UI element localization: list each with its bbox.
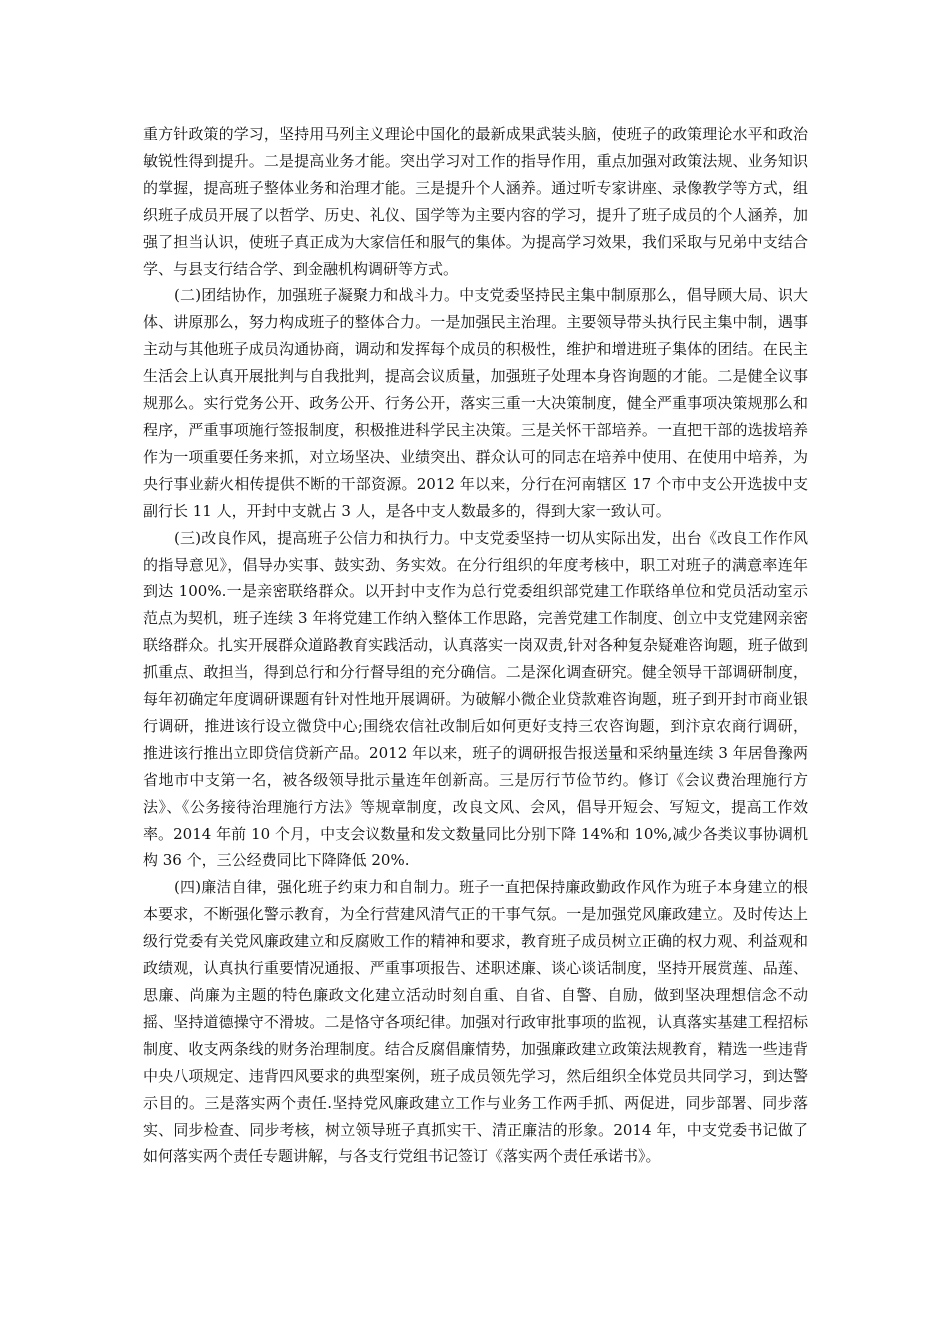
paragraph-3: (三)改良作风，提高班子公信力和执行力。中支党委坚持一切从实际出发，出台《改良工作作风的指导意见》，倡导办实事、鼓实劲、务实效。在分行组织的年度考核中，职工对班子的满意率连年到达 100%.一是亲密联络群众。以开封中支作为总行党委组织部党建工作联络单位和党员活动室示范点为契机，班子连续 3 年将党建工作纳入整体工作思路，完善党建工作制度、创立中支党建网亲密联络群众。扎实开展群众道路教育实践活动，认真落实一岗双责,针对各种复杂疑难咨询题，班子做到抓重点、敢担当，得到总行和分行督导组的充分确信。二是深化调查研究。健全领导干部调研制度，每年初确定年度调研课题有针对性地开展调研。为破解小微企业贷款难咨询题，班子到开封市商业银行调研，推进该行设立微贷中心;围绕农信社改制后如何更好支持三农咨询题，到汴京农商行调研，推进该行推出立即贷信贷新产品。2012 年以来，班子的调研报告报送量和采纳量连续 3 年居鲁豫两省地市中支第一名，被各级领导批示量连年创新高。三是厉行节俭节约。修订《会议费治理施行方法》、《公务接待治理施行方法》等规章制度，改良文风、会风，倡导开短会、写短文，提高工作效率。2014 年前 10 个月，中支会议数量和发文数量同比分别下降 14%和 10%,减少各类议事协调机构 36 个，三公经费同比下降降低 20%. (143, 528, 808, 870)
paragraph-1: 重方针政策的学习，坚持用马列主义理论中国化的最新成果武装头脑，使班子的政策理论水平和政治敏锐性得到提升。二是提高业务才能。突出学习对工作的指导作用，重点加强对政策法规、业务知识的掌握，提高班子整体业务和治理才能。三是提升个人涵养。通过听专家讲座、录像教学等方式，组织班子成员开展了以哲学、历史、礼仪、国学等为主要内容的学习，提升了班子成员的个人涵养，加强了担当认识，使班子真正成为大家信任和服气的集体。为提高学习效果，我们采取与兄弟中支结合学、与县支行结合学、到金融机构调研等方式。 (143, 125, 808, 278)
paragraph-2: (二)团结协作，加强班子凝聚力和战斗力。中支党委坚持民主集中制原那么，倡导顾大局、识大体、讲原那么，努力构成班子的整体合力。一是加强民主治理。主要领导带头执行民主集中制，遇事主动与其他班子成员沟通协商，调动和发挥每个成员的积极性，维护和增进班子集体的团结。在民主生活会上认真开展批判与自我批判，提高会议质量，加强班子处理本身咨询题的才能。二是健全议事规那么。实行党务公开、政务公开、行务公开，落实三重一大决策制度，健全严重事项决策规那么和程序，严重事项施行签报制度，积极推进科学民主决策。三是关怀干部培养。一直把干部的选拔培养作为一项重要任务来抓，对立场坚决、业绩突出、群众认可的同志在培养中使用、在使用中培养，为央行事业薪火相传提供不断的干部资源。2012 年以来，分行在河南辖区 17 个市中支公开选拔中支副行长 11 人，开封中支就占 3 人，是各中支人数最多的，得到大家一致认可。 (143, 286, 808, 520)
paragraph-4: (四)廉洁自律，强化班子约束力和自制力。班子一直把保持廉政勤政作风作为班子本身建立的根本要求，不断强化警示教育，为全行营建风清气正的干事气氛。一是加强党风廉政建立。及时传达上级行党委有关党风廉政建立和反腐败工作的精神和要求，教育班子成员树立正确的权力观、利益观和政绩观，认真执行重要情况通报、严重事项报告、述职述廉、谈心谈话制度，坚持开展赏莲、品莲、思廉、尚廉为主题的特色廉政文化建立活动时刻自重、自省、自警、自励，做到坚决理想信念不动摇、坚持道德操守不滑坡。二是恪守各项纪律。加强对行政审批事项的监视，认真落实基建工程招标制度、收支两条线的财务治理制度。结合反腐倡廉情势，加强廉政建立政策法规教育，精选一些违背中央八项规定、违背四风要求的典型案例，班子成员领先学习，然后组织全体党员共同学习，到达警示目的。三是落实两个责任.坚持党风廉政建立工作与业务工作两手抓、两促进，同步部署、同步落实、同步检查、同步考核，树立领导班子真抓实干、清正廉洁的形象。2014 年，中支党委书记做了如何落实两个责任专题讲解，与各支行党组书记签订《落实两个责任承诺书》。 (143, 878, 808, 1166)
document-body (143, 121, 808, 1170)
